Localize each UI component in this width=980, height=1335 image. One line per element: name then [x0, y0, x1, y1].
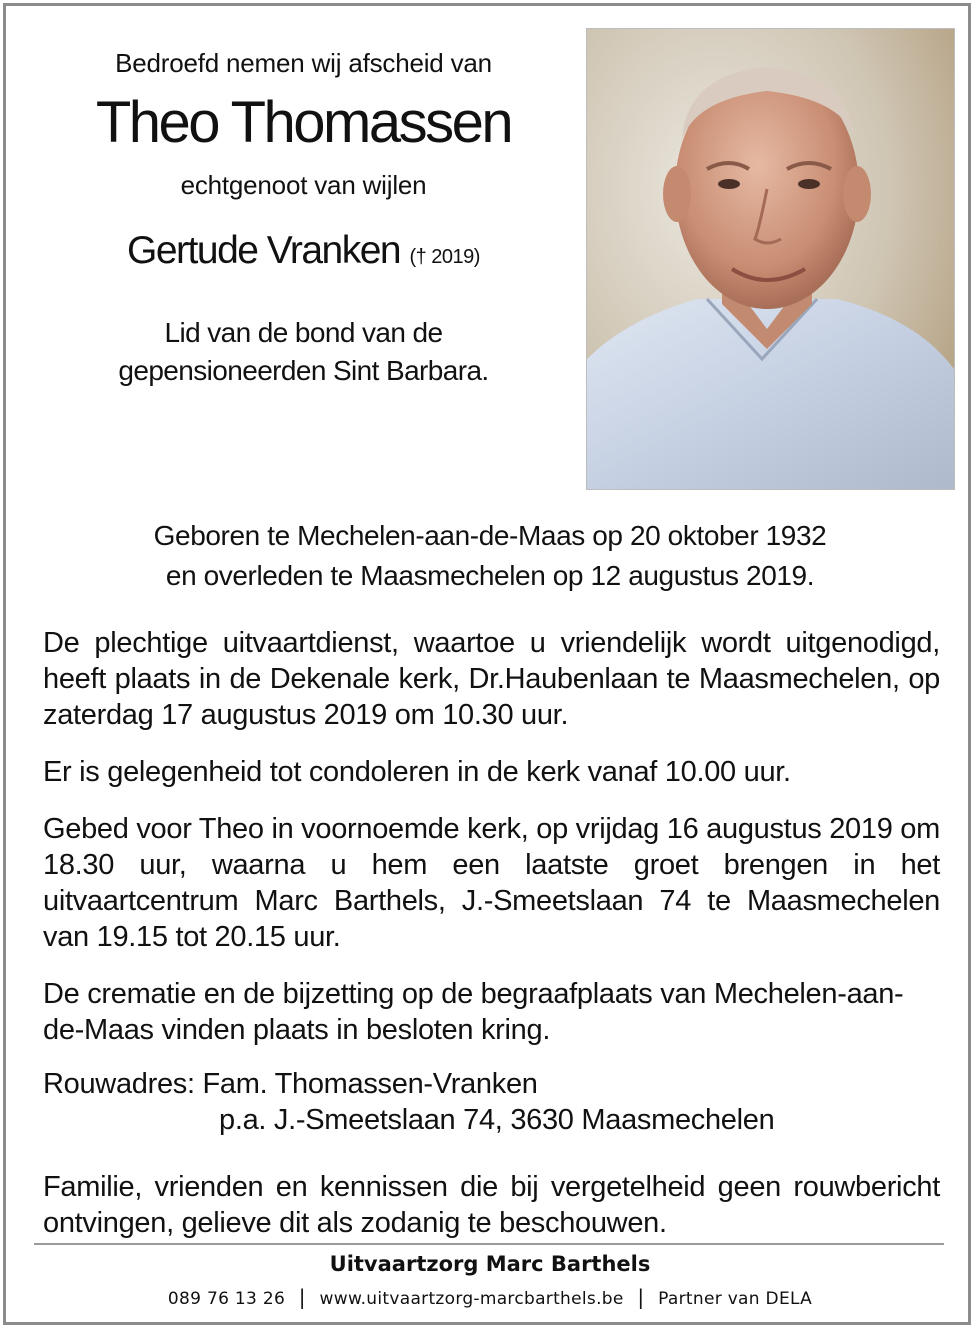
cremation-paragraph: De crematie en de bijzetting op de begraafplaats van Mechelen-aan-de-Maas vinden plaats in besloten kring.: [43, 978, 904, 1046]
life-dates: [26, 516, 954, 596]
footer-divider: [34, 1243, 944, 1245]
spouse-line: [26, 226, 581, 282]
birth-line: Geboren te Mechelen-aan-de-Maas op 20 oktober 1932: [153, 520, 827, 551]
mourning-address: [43, 1066, 940, 1138]
footer-contact-line: [6, 1284, 974, 1312]
funeral-paragraph: De plechtige uitvaartdienst, waartoe u vriendelijk wordt uitgenodigd, heeft plaats in de Dekenale kerk, Dr.Haubenlaan te Maasmechelen, op zaterdag 17 augustus 2019 om 10.30 uur.: [43, 627, 940, 731]
portrait-photo: [586, 28, 955, 490]
footer-separator: |: [298, 1285, 306, 1309]
spouse-name: Gertude Vranken: [127, 229, 401, 272]
address-line-2: p.a. J.-Smeetslaan 74, 3630 Maasmechelen: [219, 1104, 775, 1136]
death-line: en overleden te Maasmechelen op 12 augustus 2019.: [165, 560, 815, 591]
deceased-name: Theo Thomassen: [95, 90, 512, 155]
membership-line-2: gepensioneerden Sint Barbara.: [118, 355, 489, 386]
portrait-illustration: [587, 29, 954, 489]
membership-line-1: Lid van de bond van de: [164, 317, 443, 348]
death-notice-card: [3, 3, 971, 1325]
spouse-of-text: echtgenoot van wijlen: [180, 170, 427, 200]
intro-text: Bedroefd nemen wij afscheid van: [115, 48, 492, 78]
company-phone: 089 76 13 26: [167, 1289, 286, 1309]
spouse-death-year: († 2019): [409, 246, 480, 268]
address-line-1: Rouwadres: Fam. Thomassen-Vranken: [43, 1068, 538, 1100]
notice-paragraph: Familie, vrienden en kennissen die bij vergetelheid geen rouwbericht ontvingen, gelieve dit als zodanig te beschouwen.: [43, 1171, 940, 1239]
prayer-paragraph: Gebed voor Theo in voornoemde kerk, op vrijdag 16 augustus 2019 om 18.30 uur, waarna u hem een laatste groet brengen in het uitvaartcentrum Marc Barthels, J.-Smeetslaan 74 te Maasmechelen van 19.15 tot 20.15 uur.: [43, 813, 940, 953]
condolence-paragraph: Er is gelegenheid tot condoleren in de kerk vanaf 10.00 uur.: [43, 756, 791, 788]
funeral-company-name: Uitvaartzorg Marc Barthels: [329, 1252, 651, 1276]
footer-separator: |: [637, 1285, 645, 1309]
company-partner: Partner van DELA: [658, 1289, 813, 1309]
notice-header: [26, 26, 581, 390]
membership-text: [26, 314, 581, 390]
company-website[interactable]: www.uitvaartzorg-marcbarthels.be: [319, 1289, 624, 1309]
